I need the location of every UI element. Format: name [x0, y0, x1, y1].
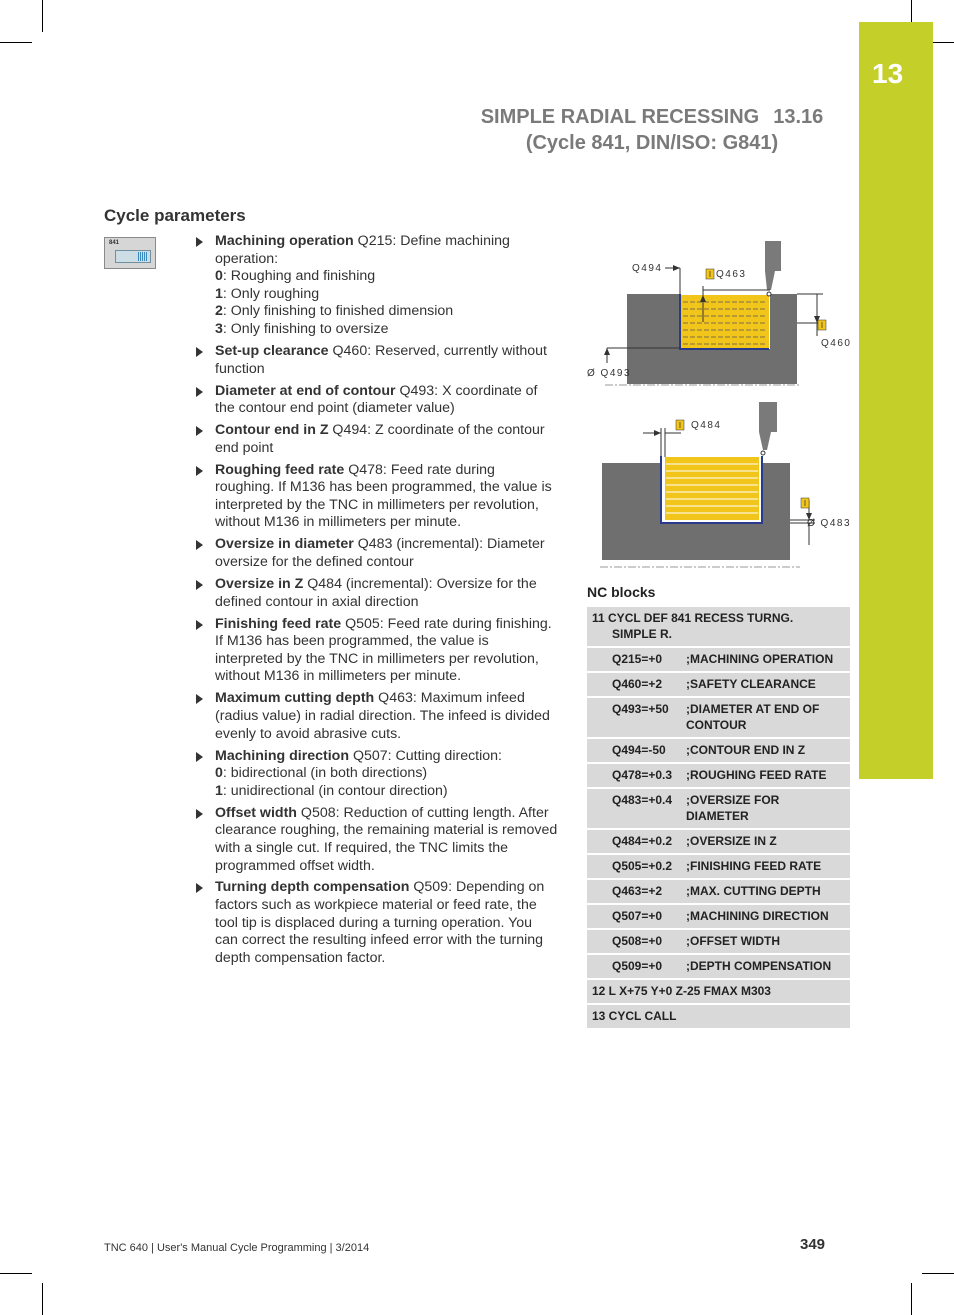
parameter-item [196, 576, 558, 611]
nc-param-value: Q493=+50 [612, 702, 669, 716]
nc-block-row [587, 955, 850, 978]
parameter-description: Q493: X coordinate of the contour end point (diameter value) [215, 382, 538, 417]
bullet-triangle-icon [196, 466, 203, 476]
parameter-name: Machining operation [215, 233, 354, 249]
option-key: 2 [215, 303, 223, 320]
parameter-description: Q507: Cutting direction: [349, 747, 502, 764]
material-area [681, 295, 769, 348]
nc-block-line: SIMPLE R. [612, 627, 673, 641]
parameter-name: Maximum cutting depth [215, 690, 375, 707]
nc-param-comment: ;MACHINING DIRECTION [686, 909, 829, 923]
nc-param-value: Q505=+0.2 [612, 859, 673, 873]
start-point [761, 451, 765, 455]
parameter-name: Turning depth compensation [215, 879, 410, 896]
parameter-item [196, 536, 558, 571]
incremental-icon: I [678, 421, 682, 430]
nc-param-comment: ;SAFETY CLEARANCE [686, 677, 816, 691]
nc-param-comment: ;OVERSIZE FOR DIAMETER [686, 793, 780, 823]
option-key: 0 [215, 268, 223, 285]
parameter-item [196, 748, 558, 801]
option-text: : Only roughing [222, 285, 320, 302]
nc-blocks-title: NC blocks [587, 584, 656, 600]
nc-param-value: Q478=+0.3 [612, 768, 673, 782]
crop-mark [0, 42, 32, 43]
bullet-triangle-icon [196, 752, 203, 762]
parameter-option [215, 303, 558, 321]
header-section-number: 13.16 [773, 106, 824, 128]
nc-param-value: Q215=+0 [612, 652, 663, 666]
parameter-option [215, 268, 558, 286]
nc-block-row [587, 698, 850, 737]
parameter-item [196, 233, 558, 339]
figure-oversize [585, 400, 853, 575]
nc-param-comment: ;DIAMETER AT END OF CONTOUR [686, 702, 820, 732]
nc-block-row [587, 739, 850, 762]
parameter-name: Roughing feed rate [215, 461, 345, 478]
parameter-description: Q483 (incremental): Diameter oversize for the defined contour [215, 536, 545, 571]
nc-block-line: 13 CYCL CALL [592, 1009, 677, 1023]
softkey-label: 841 [109, 240, 120, 246]
nc-block-row [587, 855, 850, 878]
figure-radial-recess [585, 238, 853, 396]
parameter-option [215, 286, 558, 304]
nc-block-line: 11 CYCL DEF 841 RECESS TURNG. [592, 611, 794, 625]
nc-block-line: 12 L X+75 Y+0 Z-25 FMAX M303 [592, 984, 771, 998]
parameter-item [196, 422, 558, 457]
parameter-item [196, 343, 558, 378]
parameter-description: Q494: Z coordinate of the contour end point [215, 422, 545, 456]
parameter-description: Q484 (incremental): Oversize for the defined contour in axial direction [215, 576, 537, 610]
parameter-options [215, 268, 558, 338]
tool-tip [765, 271, 775, 290]
option-text: : Roughing and finishing [222, 268, 376, 285]
nc-param-value: Q484=+0.2 [612, 834, 673, 848]
nc-param-comment: ;OVERSIZE IN Z [686, 834, 777, 848]
nc-param-comment: ;ROUGHING FEED RATE [686, 768, 827, 782]
incremental-icon: I [820, 321, 824, 330]
option-key: 1 [215, 285, 223, 302]
nc-block-row [587, 789, 850, 828]
nc-param-comment: ;OFFSET WIDTH [686, 934, 780, 948]
nc-block-row [587, 980, 850, 1003]
parameter-name: Set-up clearance [215, 342, 329, 359]
parameter-item [196, 690, 558, 743]
chapter-number: 13 [872, 58, 904, 89]
parameter-options [215, 765, 558, 800]
nc-block-text [592, 1008, 676, 1024]
nc-param-value: Q508=+0 [612, 934, 663, 948]
nc-block-row [587, 764, 850, 787]
label-q483: Ø Q483 [807, 518, 852, 529]
nc-blocks-table [587, 607, 850, 1030]
recess-icon [115, 250, 151, 263]
label-q493: Ø Q493 [587, 368, 632, 379]
nc-block-row [587, 905, 850, 928]
tool-holder [759, 402, 777, 432]
parameter-description: Q215: Define machining operation: [215, 233, 510, 267]
option-text: : bidirectional (in both directions) [222, 765, 428, 782]
nc-param-value: Q483=+0.4 [612, 793, 673, 807]
parameter-option [215, 783, 558, 801]
crop-mark [0, 1273, 32, 1274]
parameter-item [196, 616, 558, 686]
option-text: : Only finishing to oversize [222, 320, 389, 337]
crop-mark [922, 1273, 954, 1274]
bullet-triangle-icon [196, 426, 203, 436]
crop-mark [42, 1283, 43, 1315]
crop-mark [42, 0, 43, 32]
nc-block-row [587, 648, 850, 671]
nc-block-row [587, 880, 850, 903]
bullet-triangle-icon [196, 580, 203, 590]
option-text: : unidirectional (in contour direction) [222, 782, 448, 799]
parameter-name: Contour end in Z [215, 422, 329, 439]
parameter-item [196, 879, 558, 967]
bullet-triangle-icon [196, 347, 203, 357]
nc-param-value: Q463=+2 [612, 884, 663, 898]
bullet-triangle-icon [196, 620, 203, 630]
chapter-tab [859, 22, 933, 779]
nc-param-comment: ;MAX. CUTTING DEPTH [686, 884, 821, 898]
parameter-option [215, 321, 558, 339]
option-key: 1 [215, 782, 223, 799]
crop-mark [911, 1283, 912, 1315]
header-title: SIMPLE RADIAL RECESSING [480, 106, 760, 128]
section-title: Cycle parameters [104, 206, 246, 225]
nc-param-value: Q460=+2 [612, 677, 663, 691]
label-q484: Q484 [691, 420, 722, 431]
nc-block-row [587, 1005, 850, 1028]
parameter-name: Machining direction [215, 747, 349, 764]
parameter-list [196, 233, 558, 972]
label-q494: Q494 [632, 263, 663, 274]
nc-param-value: Q507=+0 [612, 909, 663, 923]
parameter-item [196, 805, 558, 875]
parameter-description: Q463: Maximum infeed (radius value) in radial direction. The infeed is divided evenly to avoid abrasive cuts. [215, 690, 550, 742]
nc-block-row [587, 830, 850, 853]
page-number: 349 [800, 1236, 826, 1253]
parameter-name: Oversize in Z [215, 576, 304, 593]
parameter-description: Q505: Feed rate during finishing. If M136 has been programmed, the value is interpreted by the TNC in millimeters per revolution, without M136 in millimeters per minute. [215, 615, 552, 685]
tool-tip [759, 432, 771, 450]
nc-param-value: Q509=+0 [612, 959, 663, 973]
parameter-name: Oversize in diameter [215, 536, 354, 553]
bullet-triangle-icon [196, 694, 203, 704]
nc-block-row [587, 607, 850, 646]
nc-param-comment: ;FINISHING FEED RATE [686, 859, 822, 873]
option-text: : Only finishing to finished dimension [222, 303, 454, 320]
nc-param-comment: ;CONTOUR END IN Z [686, 743, 806, 757]
nc-param-value: Q494=-50 [612, 743, 666, 757]
nc-block-text [592, 610, 793, 642]
parameter-description: Q460: Reserved, currently without function [215, 342, 547, 377]
bullet-triangle-icon [196, 883, 203, 893]
nc-param-comment: ;MACHINING OPERATION [686, 652, 834, 666]
bullet-triangle-icon [196, 387, 203, 397]
page-header [470, 104, 834, 156]
label-q463: Q463 [716, 269, 747, 280]
parameter-name: Diameter at end of contour [215, 382, 396, 399]
label-q460: Q460 [821, 338, 852, 349]
material-area [665, 457, 759, 520]
footer-text: TNC 640 | User's Manual Cycle Programming | 3/2014 [104, 1242, 370, 1254]
nc-block-row [587, 673, 850, 696]
header-subtitle: (Cycle 841, DIN/ISO: G841) [525, 132, 779, 154]
parameter-option [215, 765, 558, 783]
incremental-icon: I [803, 499, 807, 508]
parameter-name: Finishing feed rate [215, 615, 342, 632]
bullet-triangle-icon [196, 237, 203, 247]
parameter-description: Q478: Feed rate during roughing. If M136 has been programmed, the value is interpreted by the TNC in millimeters per revolution, without M136 in millimeters per minute. [215, 461, 552, 531]
nc-block-row [587, 930, 850, 953]
parameter-item [196, 462, 558, 532]
parameter-description: Q508: Reduction of cutting length. After clearance roughing, the remaining material is removed with a single cut. If required, the TNC limits the programmed offset width. [215, 804, 558, 874]
parameter-name: Offset width [215, 804, 297, 821]
nc-block-text [592, 983, 771, 999]
parameter-description: Q509: Depending on factors such as workpiece material or feed rate, the tool tip is displaced during a turning operation. You can correct the resulting infeed error with the turning depth compensation factor. [215, 879, 545, 966]
start-point [767, 292, 771, 296]
option-key: 0 [215, 765, 223, 782]
tool-holder [765, 241, 781, 271]
cycle-softkey [104, 237, 156, 269]
option-key: 3 [215, 320, 223, 337]
incremental-icon: I [708, 270, 712, 279]
nc-param-comment: ;DEPTH COMPENSATION [686, 959, 832, 973]
bullet-triangle-icon [196, 540, 203, 550]
parameter-item [196, 383, 558, 418]
bullet-triangle-icon [196, 809, 203, 819]
